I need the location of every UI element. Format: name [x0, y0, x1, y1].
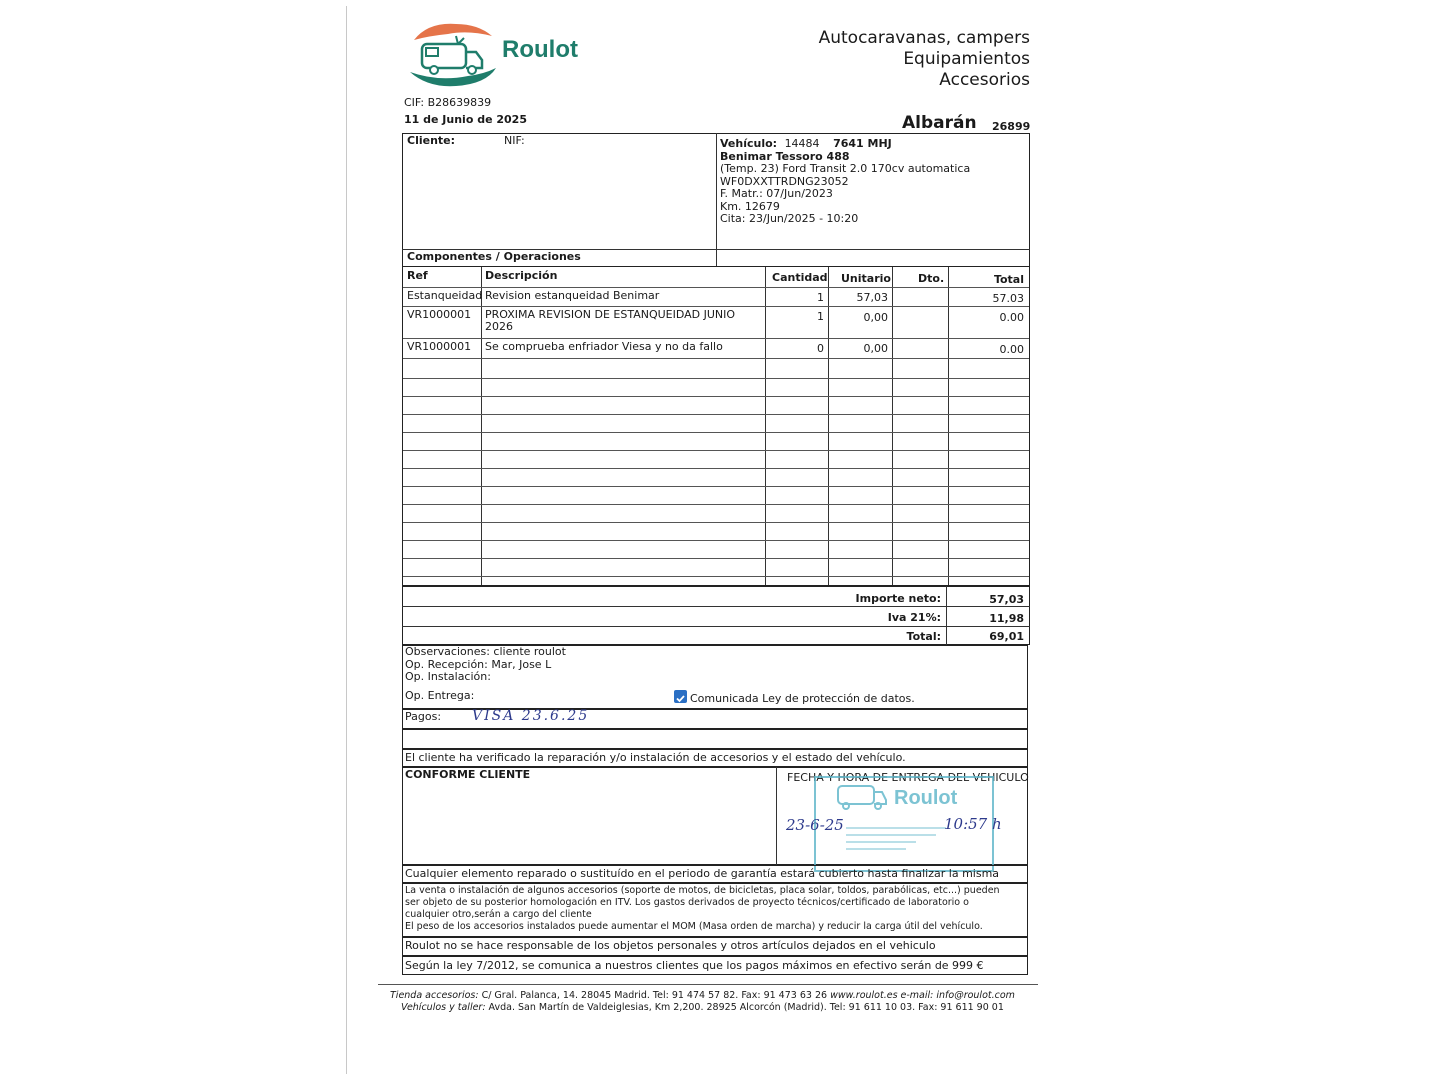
client-nif-label: NIF:: [504, 134, 525, 147]
payments-label: Pagos:: [405, 710, 442, 723]
vehicle-detail-line: Km. 12679: [720, 199, 780, 213]
grid-row-line: [403, 396, 1029, 397]
observations-line: Observaciones: cliente roulot: [405, 645, 566, 658]
row-ref: VR1000001: [407, 308, 472, 321]
cash-law-notice: Según la ley 7/2012, se comunica a nuestros clientes que los pagos máximos en efectivo serán de 999 €: [405, 959, 984, 972]
vehicle-id: 14484: [784, 137, 820, 150]
row-unit-price: 0,00: [863, 311, 888, 324]
grid-column-line: [828, 267, 829, 585]
scan-edge-left: [346, 6, 347, 1074]
row-ref: VR1000001: [407, 340, 472, 353]
svg-text:Roulot: Roulot: [894, 787, 958, 809]
grid-row-line: [403, 306, 1029, 307]
itv-line: El peso de los accesorios instalados puede aumentar el MOM (Masa orden de marcha) y reducir la carga útil del vehículo.: [405, 921, 983, 932]
footer-divider: [378, 984, 1038, 985]
handwritten-delivery-time: 10:57 h: [944, 815, 1002, 833]
grid-row-line: [403, 338, 1029, 339]
row-ref: Estanqueidad: [407, 289, 483, 302]
grid-row-line: [403, 450, 1029, 451]
vehicle-header: [720, 137, 892, 150]
row-total: 57.03: [992, 292, 1024, 305]
data-protection-notice: Comunicada Ley de protección de datos.: [690, 692, 915, 705]
footer-workshop-label: Vehículos y taller:: [401, 1002, 486, 1013]
divider: [946, 586, 947, 645]
tagline-line: Accesorios: [939, 70, 1030, 90]
vehicle-detail-line: WF0DXXTTRDNG23052: [720, 174, 849, 188]
grid-row-line: [403, 540, 1029, 541]
grid-row-line: [403, 432, 1029, 433]
footer-web-email: www.roulot.es e-mail: info@roulot.com: [830, 990, 1015, 1001]
installation-operator: Op. Instalación:: [405, 670, 491, 683]
responsibility-notice: Roulot no se hace responsable de los objetos personales y otros artículos dejados en el vehiculo: [405, 939, 936, 952]
grid-row-line: [403, 576, 1029, 577]
company-tagline: [819, 28, 1030, 91]
grid-row-line: [403, 378, 1029, 379]
grid-row-line: [403, 358, 1029, 359]
vehicle-detail-line: Cita: 23/Jun/2025 - 10:20: [720, 212, 859, 225]
tagline-line: Autocaravanas, campers: [818, 28, 1030, 48]
col-header-total: Total: [993, 273, 1024, 286]
divider: [402, 626, 1030, 627]
col-header-ref: Ref: [407, 269, 428, 282]
itv-notice: [405, 885, 1000, 933]
document-type: Albarán: [902, 113, 977, 133]
conforme-cliente-label: CONFORME CLIENTE: [405, 768, 531, 781]
vehicle-label: Vehículo:: [720, 137, 778, 150]
row-total: 0.00: [999, 343, 1024, 356]
client-label: Cliente:: [407, 134, 456, 147]
row-unit-price: 57,03: [856, 291, 888, 304]
checkbox-checked-icon: [674, 690, 687, 703]
net-amount: 57,03: [989, 593, 1024, 606]
row-total: 0.00: [999, 311, 1024, 324]
payments-handwritten: VISA 23.6.25: [472, 708, 590, 724]
document-date: 11 de Junio de 2025: [404, 113, 527, 126]
itv-line: ser objeto de su posterior homologación en ITV. Los gastos derivados de proyecto técnicos/certificado de laboratorio o: [405, 897, 969, 908]
row-description: Se comprueba enfriador Viesa y no da fallo: [485, 340, 723, 353]
col-header-unit: Unitario: [841, 272, 891, 285]
grid-row-line: [403, 504, 1029, 505]
roulot-logo: [408, 18, 498, 88]
vehicle-detail-line: (Temp. 23) Ford Transit 2.0 170cv automatica: [720, 162, 971, 175]
delivery-datetime-label: FECHA Y HORA DE ENTREGA DEL VEHICULO: [787, 771, 1029, 784]
observations-text: [405, 646, 566, 684]
document-number: 26899: [992, 120, 1031, 133]
grid-column-line: [892, 267, 893, 585]
vehicle-plate: 7641 MHJ: [833, 137, 892, 150]
blank-row: [402, 729, 1028, 749]
verification-text: El cliente ha verificado la reparación y/o instalación de accesorios y el estado del vehículo.: [405, 751, 906, 764]
document-page: [346, 6, 1068, 1074]
reception-operator: Op. Recepción: Mar, Jose L: [405, 657, 552, 671]
divider: [716, 133, 717, 267]
row-quantity: 1: [817, 291, 824, 304]
grid-row-line: [403, 558, 1029, 559]
tagline-line: Equipamientos: [903, 49, 1030, 69]
itv-line: La venta o instalación de algunos accesorios (soporte de motos, de bicicletas, placa solar, toldos, parabólicas, etc...) pueden: [405, 885, 1000, 896]
divider: [402, 606, 1030, 607]
footer-workshop-line: [401, 1002, 1004, 1013]
col-header-discount: Dto.: [918, 272, 945, 285]
stamp-logo-icon: [816, 778, 992, 818]
total-amount: 69,01: [989, 630, 1024, 643]
company-cif: CIF: B28639839: [404, 96, 492, 109]
row-quantity: 0: [817, 342, 824, 355]
iva-label: Iva 21%:: [887, 611, 941, 624]
footer-store-address: C/ Gral. Palanca, 14. 28045 Madrid. Tel: 91 474 57 82. Fax: 91 473 63 26: [478, 990, 831, 1001]
row-description: PROXIMA REVISION DE ESTANQUEIDAD JUNIO: [485, 308, 736, 321]
itv-line: cualquier otro,serán a cargo del cliente: [405, 909, 592, 920]
grid-row-line: [403, 522, 1029, 523]
row-unit-price: 0,00: [863, 342, 888, 355]
vehicle-model: Benimar Tessoro 488: [720, 150, 850, 163]
delivery-operator: Op. Entrega:: [405, 689, 475, 702]
vehicle-detail-line: F. Matr.: 07/Jun/2023: [720, 187, 833, 200]
footer-store-label: Tienda accesorios:: [390, 990, 479, 1001]
divider: [776, 767, 777, 865]
grid-column-line: [481, 267, 482, 585]
col-header-quantity: Cantidad: [772, 271, 828, 284]
company-name: Roulot: [502, 36, 578, 63]
iva-amount: 11,98: [989, 612, 1024, 625]
grid-row-line: [403, 287, 1029, 288]
vehicle-details: [720, 163, 970, 226]
row-description-cont: 2026: [485, 320, 513, 333]
grid-row-line: [403, 468, 1029, 469]
camper-logo-icon: [408, 18, 498, 88]
warranty-notice: Cualquier elemento reparado o sustituído en el periodo de garantía estará cubierto hasta finalizar la misma: [405, 867, 1000, 880]
row-quantity: 1: [817, 310, 824, 323]
row-description: Revision estanqueidad Benimar: [485, 289, 660, 302]
footer-store-line: [390, 990, 1015, 1001]
grid-row-line: [403, 486, 1029, 487]
total-label: Total:: [906, 630, 941, 643]
col-header-description: Descripción: [485, 269, 558, 282]
net-label: Importe neto:: [855, 592, 941, 605]
operations-section-label: Componentes / Operaciones: [407, 250, 581, 263]
footer-workshop-address: Avda. San Martín de Valdeiglesias, Km 2,200. 28925 Alcorcón (Madrid). Tel: 91 611 10 03. Fax: 91 611 90 01: [485, 1002, 1004, 1013]
grid-row-line: [403, 414, 1029, 415]
handwritten-delivery-date: 23-6-25: [786, 816, 844, 834]
